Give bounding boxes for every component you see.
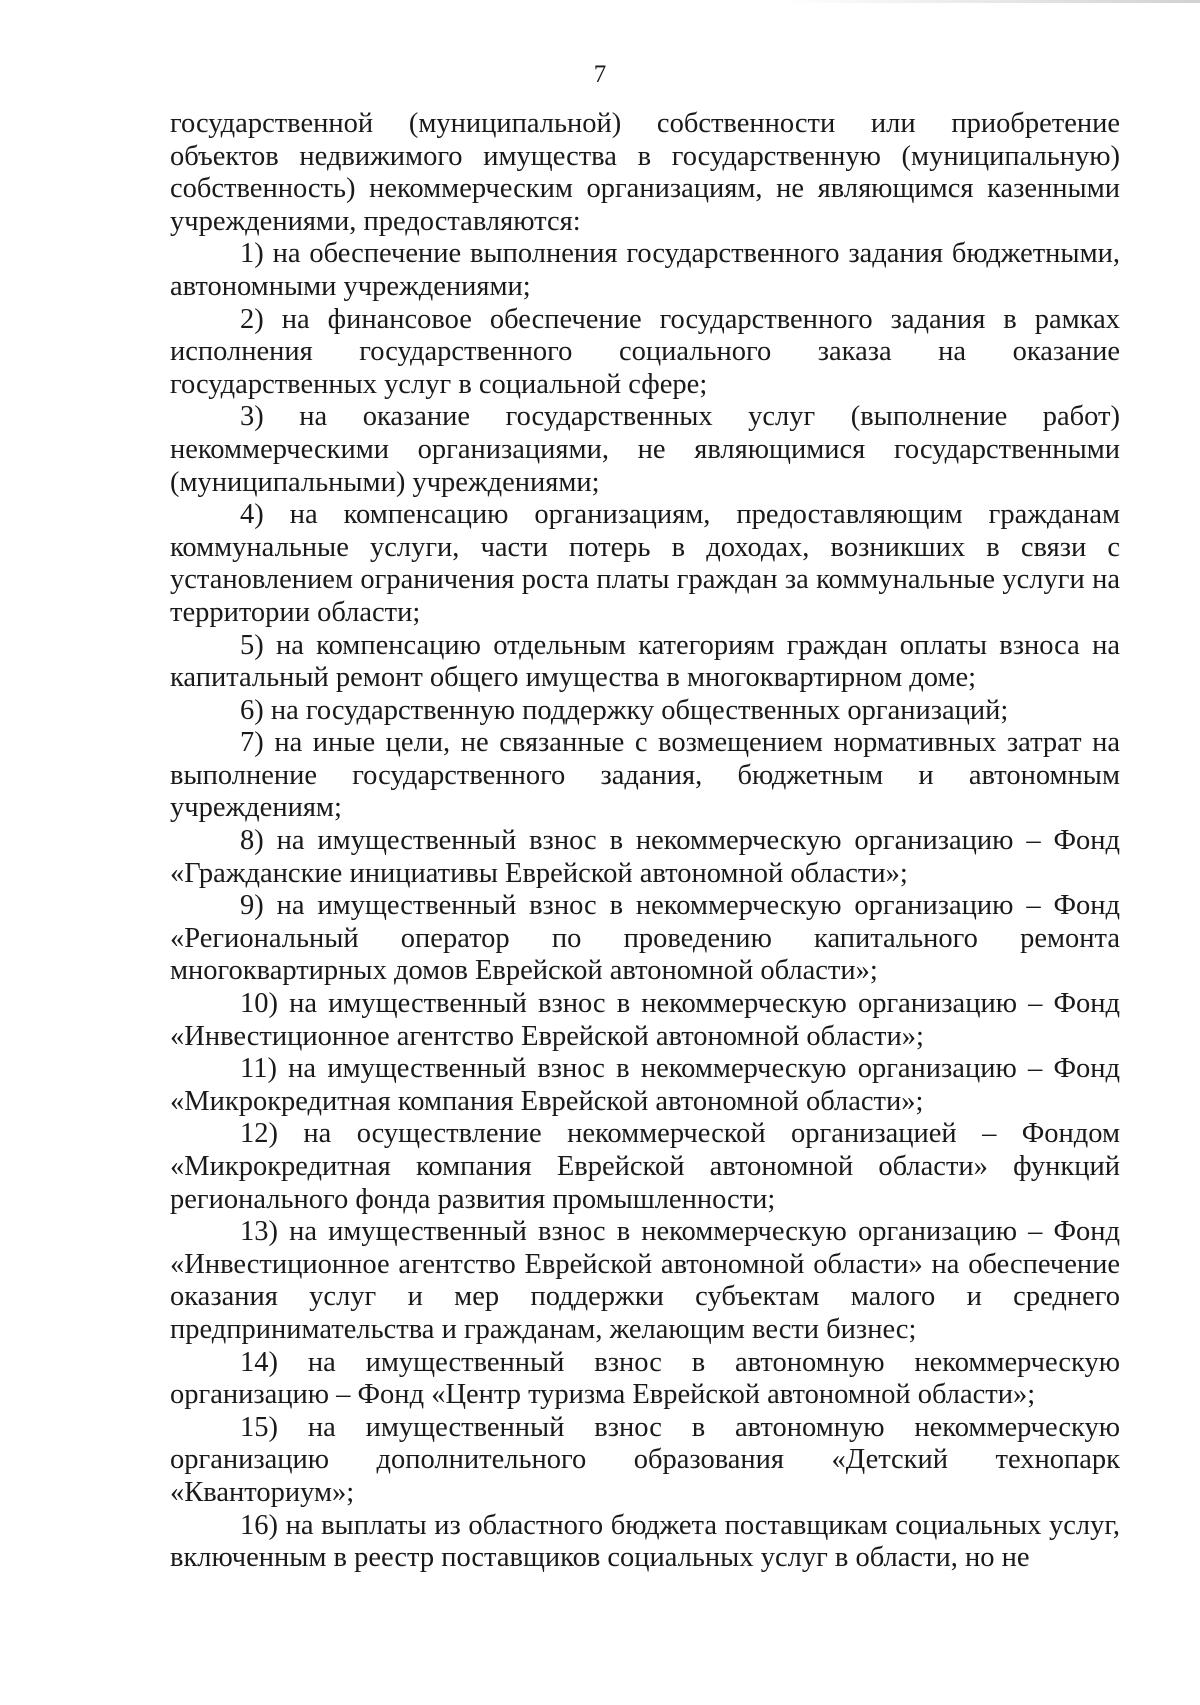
list-item-15: 15) на имущественный взнос в автономную некоммерческую организацию дополнительного образования «Детский технопарк «Кванториум»; <box>170 1411 1120 1508</box>
list-item-5: 5) на компенсацию отдельным категориям граждан оплаты взноса на капитальный ремонт общего имущества в многоквартирном доме; <box>170 629 1120 694</box>
list-item-14: 14) на имущественный взнос в автономную некоммерческую организацию – Фонд «Центр туризма Еврейской автономной области»; <box>170 1346 1120 1411</box>
list-item-9: 9) на имущественный взнос в некоммерческую организацию – Фонд «Региональный оператор по проведению капитального ремонта многоквартирных домов Еврейской автономной области»; <box>170 890 1120 987</box>
list-item-4: 4) на компенсацию организациям, предоставляющим гражданам коммунальные услуги, части потерь в доходах, возникших в связи с установлением ограничения роста платы граждан за коммунальные услуги на территории области; <box>170 499 1120 628</box>
list-item-16: 16) на выплаты из областного бюджета поставщикам социальных услуг, включенным в реестр поставщиков социальных услуг в области, но не <box>170 1509 1120 1574</box>
list-item-12: 12) на осуществление некоммерческой организацией – Фондом «Микрокредитная компания Еврейской автономной области» функций регионального фонда развития промышленности; <box>170 1118 1120 1215</box>
page-number: 7 <box>593 61 607 88</box>
list-item-10: 10) на имущественный взнос в некоммерческую организацию – Фонд «Инвестиционное агентство Еврейской автономной области»; <box>170 988 1120 1052</box>
list-item-13: 13) на имущественный взнос в некоммерческую организацию – Фонд «Инвестиционное агентство Еврейской автономной области» на обеспечение оказания услуг и мер поддержки субъектам малого и среднего предпринимательства и гражданам, желающим вести бизнес; <box>170 1216 1120 1345</box>
list-item-7: 7) на иные цели, не связанные с возмещением нормативных затрат на выполнение государственного задания, бюджетным и автономным учреждениям; <box>170 727 1120 824</box>
list-item-2: 2) на финансовое обеспечение государственного задания в рамках исполнения государственного социального заказа на оказание государственных услуг в социальной сфере; <box>170 303 1120 400</box>
list-item-3: 3) на оказание государственных услуг (выполнение работ) некоммерческими организациями, не являющимися государственными (муниципальными) учреждениями; <box>170 401 1120 498</box>
list-item-1: 1) на обеспечение выполнения государственного задания бюджетными, автономными учреждениями; <box>170 238 1120 302</box>
document-body <box>170 108 1120 1575</box>
list-item-6: 6) на государственную поддержку общественных организаций; <box>240 694 1009 726</box>
intro-paragraph: государственной (муниципальной) собственности или приобретение объектов недвижимого имущества в государственную (муниципальную) собственность) некоммерческим организациям, не являющимся казенными учреждениями, предоставляются: <box>170 108 1120 237</box>
list-item-11: 11) на имущественный взнос в некоммерческую организацию – Фонд «Микрокредитная компания Еврейской автономной области»; <box>170 1053 1120 1117</box>
list-item-8: 8) на имущественный взнос в некоммерческую организацию – Фонд «Гражданские инициативы Еврейской автономной области»; <box>170 825 1120 889</box>
scan-edge-shadow <box>780 0 1200 3</box>
